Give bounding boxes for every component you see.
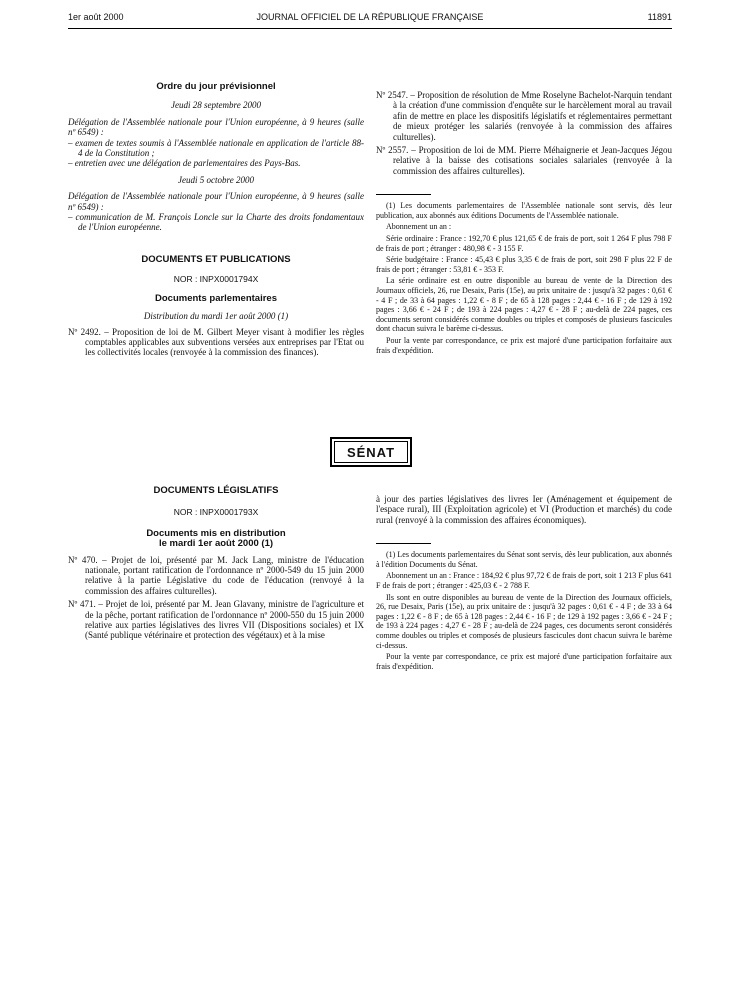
delegation-2: Délégation de l'Assemblée nationale pour l'Union européenne, à 9 heures (salle nº 6549) : xyxy=(68,191,364,212)
document-entry-470: Nº 470. – Projet de loi, présenté par M. Jack Lang, ministre de l'éducation nationale, portant ratification de l'ordonnance nº 2000-549 du 15 juin 2000 relative à la partie Législative du code de l'éducation (renvoyé à la commission des affaires culturelles). xyxy=(68,554,364,596)
delegation-1: Délégation de l'Assemblée nationale pour l'Union européenne, à 9 heures (salle nº 6549) : xyxy=(68,116,364,138)
distribution-title-1: Documents mis en distribution xyxy=(146,527,286,539)
page-header xyxy=(68,12,672,28)
header-rule xyxy=(68,28,672,29)
ordre-du-jour-title: Ordre du jour prévisionnel xyxy=(156,81,276,92)
distribution-title-2: le mardi 1er août 2000 (1) xyxy=(158,538,274,550)
documents-legislatifs-title: DOCUMENTS LÉGISLATIFS xyxy=(153,485,279,496)
document-entry-471: Nº 471. – Projet de loi, présenté par M. Jean Glavany, ministre de l'agriculture et de la pêche, portant ratification de l'ordonnance nº 2000-550 du 15 juin 2000 relative aux parties législatives des livres VII (Dispositions sociales) et IX (Santé publique vétérinaire et protection des végétaux) et à la mise xyxy=(68,599,364,641)
footnote-block xyxy=(376,550,672,671)
column-senat-right xyxy=(376,494,672,673)
nor-reference: NOR : INPX0001793X xyxy=(173,507,259,518)
footnote-text: Abonnement un an : France : 184,92 € plus 97,72 € de frais de port, soit 1 213 F plus 641 F de frais de port ; étranger : 425,03 € - 2 788 F. xyxy=(376,571,672,590)
senat-label: SÉNAT xyxy=(346,444,396,460)
agenda-item: – examen de textes soumis à l'Assemblée nationale en application de l'article 88-4 de la Constitution ; xyxy=(68,137,364,159)
footnote-text: Série ordinaire : France : 192,70 € plus 121,65 € de frais de port, soit 1 264 F plus 798 F de frais de port ; étranger : 480,98 € - 3 155 F. xyxy=(376,234,672,253)
footnote-text: Série budgétaire : France : 45,43 € plus 3,35 € de frais de port, soit 298 F plus 22 F de frais de port ; étranger : 53,81 € - 353 F. xyxy=(376,255,672,274)
agenda-item: – entretien avec une délégation de parlementaires des Pays-Bas. xyxy=(68,158,301,169)
column-assemblee-left xyxy=(68,82,364,361)
column-assemblee-right xyxy=(376,90,672,357)
senat-section-box xyxy=(330,437,412,467)
document-entry-2557: Nº 2557. – Proposition de loi de MM. Pierre Méhaignerie et Jean-Jacques Jégou relative à la baisse des cotisations sociales salariales (renvoyée à la commission des affaires culturelles). xyxy=(376,145,672,176)
footnote-rule xyxy=(376,194,431,195)
nor-reference: NOR : INPX0001794X xyxy=(173,274,259,285)
footnote-text: (1) Les documents parlementaires de l'Assemblée nationale sont servis, dès leur publication, aux abonnés aux éditions Documents de l'Assemblée nationale. xyxy=(376,201,672,220)
documents-publications-title: DOCUMENTS ET PUBLICATIONS xyxy=(141,253,291,265)
journal-title: JOURNAL OFFICIEL DE LA RÉPUBLIQUE FRANÇAISE xyxy=(256,12,484,22)
footnote-text: Pour la vente par correspondance, ce prix est majoré d'une participation forfaitaire aux frais d'expédition. xyxy=(376,335,672,355)
footnote-text: (1) Les documents parlementaires du Sénat sont servis, dès leur publication, aux abonnés à l'édition Documents du Sénat. xyxy=(376,550,672,569)
column-senat-left xyxy=(68,486,364,644)
footnote-rule xyxy=(376,543,431,544)
footnote-text: Pour la vente par correspondance, ce prix est majoré d'une participation forfaitaire aux frais d'expédition. xyxy=(376,652,672,671)
meeting-date-1: Jeudi 28 septembre 2000 xyxy=(171,100,261,111)
documents-parlementaires-title: Documents parlementaires xyxy=(155,292,277,304)
footnote-block xyxy=(376,201,672,355)
document-entry-471-continued: à jour des parties législatives des livres Ier (Aménagement et équipement de l'espace rural), III (Exploitation agricole) et VI (Production et marchés) du code rural (renvoyé à la commission des affaires économiques). xyxy=(376,494,672,525)
document-entry-2492: Nº 2492. – Proposition de loi de M. Gilbert Meyer visant à modifier les règles comptables applicables aux subventions versées aux entreprises par l'Etat ou les collectivités locales (renvoyée à la commission des finances). xyxy=(68,326,364,358)
document-entry-2547: Nº 2547. – Proposition de résolution de Mme Roselyne Bachelot-Narquin tendant à la création d'une commission d'enquête sur le harcèlement moral au travail afin de mettre en place les dispositifs législatifs et réglementaires permettant de mieux protéger les salariés (renvoyée à la commission des affaires culturelles). xyxy=(376,90,672,142)
meeting-date-2: Jeudi 5 octobre 2000 xyxy=(178,174,254,185)
footnote-text: Abonnement un an : xyxy=(386,222,452,232)
footnote-text: La série ordinaire est en outre disponible au bureau de vente de la Direction des Journaux officiels, 26, rue Desaix, Paris (15e), au prix unitaire de : jusqu'à 32 pages : 0,61 € - 4 F ; de 33 à 64 pages : 1,22 € - 8 F ; de 65 à 128 pages : 2,44 € - 16 F ; de 129 à 192 pages : 3,66 € - 24 F ; de 193 à 224 pages : 4,27 € - 28 F ; au-delà de 224 pages, ces documents seront considérés comme doubles ou triples et composés de plusieurs fascicules dont chacun suivra le barème ci-dessus. xyxy=(376,276,672,334)
page-number: 11891 xyxy=(647,12,672,22)
distribution-date: Distribution du mardi 1er août 2000 (1) xyxy=(143,311,289,322)
agenda-item: – communication de M. François Loncle sur la Charte des droits fondamentaux de l'Union européenne. xyxy=(68,212,364,233)
footnote-text: Ils sont en outre disponibles au bureau de vente de la Direction des Journaux officiels, 26, rue Desaix, Paris (15e), au prix unitaire de : jusqu'à 32 pages : 0,61 € - 4 F ; de 33 à 64 pages : 1,22 € - 8 F ; de 65 à 128 pages : 2,44 € - 16 F ; de 129 à 192 pages : 3,66 € - 24 F ; de 193 à 224 pages : 4,27 € - 28 F ; au-delà de 224 pages, ces documents seront considérés comme doubles ou triples et composés de plusieurs fascicules dont chacun suivra le barème ci-dessus. xyxy=(376,592,672,650)
header-date: 1er août 2000 xyxy=(68,12,124,22)
